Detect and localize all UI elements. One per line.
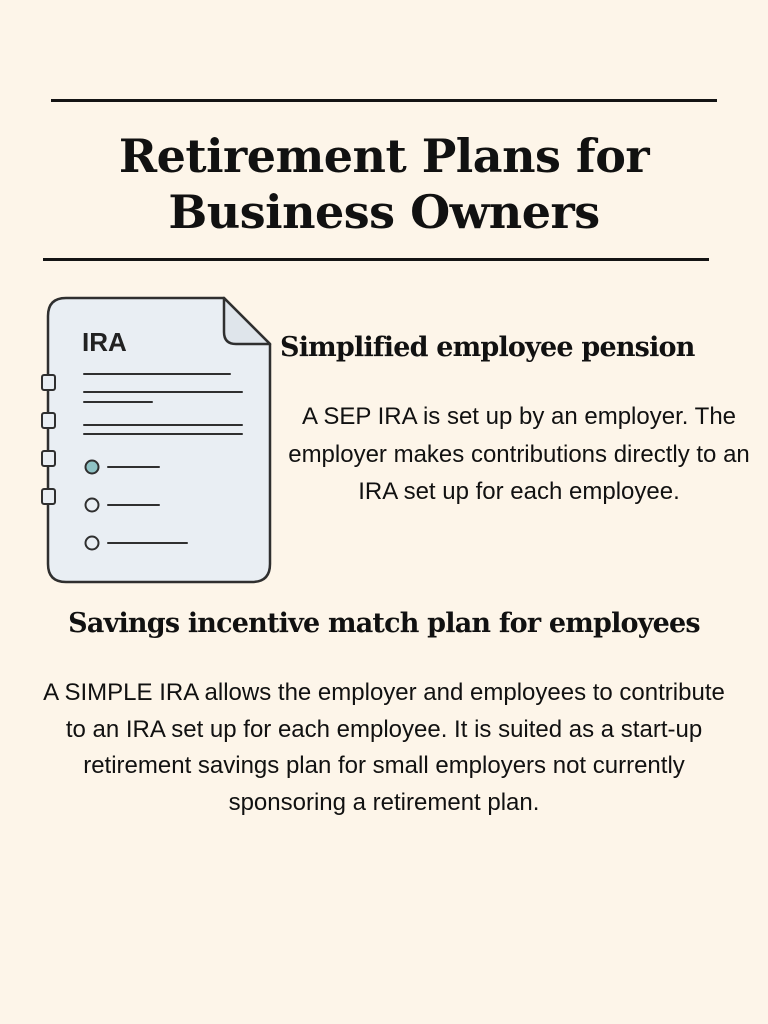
document-fold [224, 298, 270, 344]
document-label: IRA [82, 327, 127, 357]
title-bottom-divider [43, 258, 709, 261]
simple-heading: Savings incentive match plan for employees [68, 608, 700, 639]
ira-document-icon [36, 292, 276, 588]
simple-description: A SIMPLE IRA allows the employer and employees to contribute to an IRA set up for each employee. It is suited as a start-up retirement savings plan for small employers not currently sponsoring a retirement plan. [43, 679, 725, 816]
page-title [0, 128, 768, 240]
title-line-2: Business Owners [168, 185, 600, 239]
title-line-1: Retirement Plans for [118, 129, 650, 183]
radio-option-1-icon [86, 461, 99, 474]
top-divider [51, 99, 717, 102]
sep-heading: Simplified employee pension [280, 332, 695, 363]
sep-description: A SEP IRA is set up by an employer. The employer makes contributions directly to an IRA set up for each employee. [288, 403, 750, 505]
